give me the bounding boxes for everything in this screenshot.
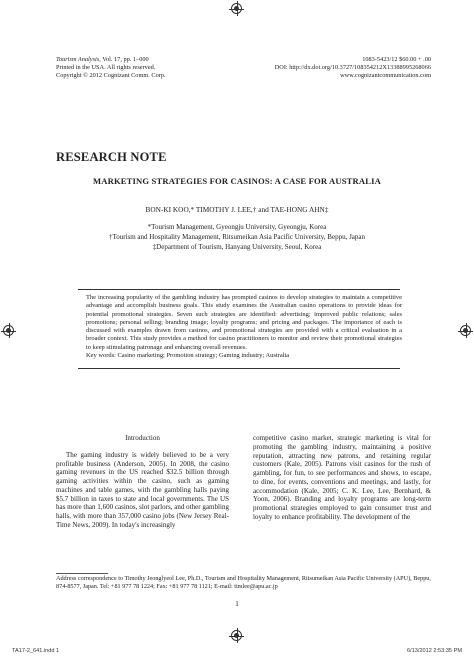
affiliation-3: ‡Department of Tourism, Hanyang University, Seoul, Korea [152,243,322,251]
affiliation-1: *Tourism Management, Gyeongju University, Gyeongju, Korea [147,223,327,231]
registration-mark-top [231,3,242,14]
print-slug-filename: TA17-2_641.indd 1 [12,648,60,654]
header-citation-block [56,56,166,80]
body-column-right [253,434,431,522]
page-number: 1 [235,599,239,608]
registration-mark-right [460,325,471,336]
journal-name: Tourism Analysis [56,56,100,63]
print-slug-timestamp: 6/13/2012 2:53:35 PM [406,648,462,654]
header-copyright-line: Copyright © 2012 Cognizant Comm. Corp. [56,72,166,79]
body-column-left [56,434,229,530]
body-paragraph-right: competitive casino market, strategic marketing is vital for promoting the gambling industry, maintaining a positive reputation, attracting new patrons, and retaining regular customers (Kale, 2005). Patrons visit casinos for the rush of gambling, for fun, to see performances and shows, to escape, to dine, for events, conventions and meetings, and lastly, for accommodation (Kale, 2005; C. K. Lee, Lee, Bernhard, & Yoon, 2006). Branding and loyalty programs are long-term promotional strategies employed to gain consumer trust and loyalty to enhance profitability. The development of the [253,434,431,521]
registration-mark-left [3,325,14,336]
abstract-text: The increasing popularity of the gambling industry has prompted casinos to develop strategies to maintain a competitive advantage and accomplish business goals. This study examines the Australian casino operations to provide ideas for potential promotional strategies. Seven such strategies are identified: advertising; improved public relations; sales promotions; personal selling; branding image; loyalty programs; and pricing and packages. The importance of each is discussed with examples drawn from casinos, and promotional strategies are provided with a critical evaluation in a broader context. This study provides a method for casino practitioners to monitor and review their promotional strategies to keep stimulating patronage and enhancing overall revenues. [86,294,402,351]
footnote-rule [56,573,108,574]
registration-mark-bottom [231,630,242,641]
section-heading-introduction: Introduction [125,434,160,442]
body-paragraph-left: The gaming industry is widely believed to be a very profitable business (Anderson, 2005). In 2008, the casino gaming revenues in the US reached $32.5 billion through gaming activities within the casino, such as gaming machines and table games, with the gambling halls paying $5.7 billion in taxes to state and local governments. The US has more than 1,600 casinos, slot parlors, and other gambling halls, with more than 357,000 casino jobs (New Jersey Real-Time News, 2009). In today's increasingly [56,450,230,529]
header-doi: DOI: http://dx.doi.org/10.3727/108354212X13388995268066 [274,64,431,71]
header-issn-price: 1083-5423/12 $60.00 + .00 [362,56,431,63]
keywords: Key words: Casino marketing; Promotion strategy; Gaming industry; Australia [86,352,290,359]
header-printed-line: Printed in the USA. All rights reserved. [56,64,156,71]
header-doi-block [275,56,431,80]
header-publisher-url: www.cognizantcommunication.com [340,72,431,79]
author-list: BON-KI KOO,* TIMOTHY J. LEE,† and TAE-HONG AHN‡ [145,205,329,214]
paper-title: MARKETING STRATEGIES FOR CASINOS: A CASE FOR AUSTRALIA [92,176,381,186]
section-label: RESEARCH NOTE [56,150,167,164]
affiliation-2: †Tourism and Hospitality Management, Ritsumeikan Asia Pacific University, Beppu, Japan [108,233,366,241]
correspondence-footnote: Address correspondence to Timothy Jeonglyeol Lee, Ph.D., Tourism and Hospitality Management, Ritsumeikan Asia Pacific University (APU), Beppu, 874-8577, Japan. Tel: +81 977 78 1224; Fax: +81 977 78 1121; E-mail: timlee@apu.ac.jp [56,575,431,590]
affiliations [0,222,474,252]
header-journal-citation: Tourism Analysis, Vol. 17, pp. 1–000 [56,56,149,63]
